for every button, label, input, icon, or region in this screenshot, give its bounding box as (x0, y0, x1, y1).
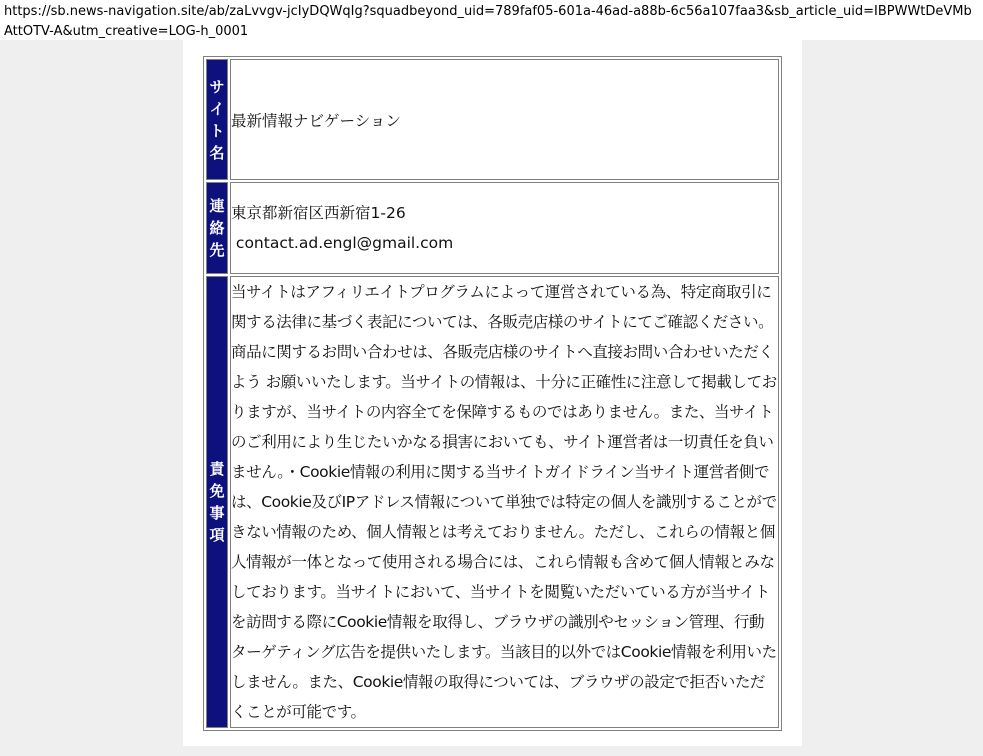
disclaimer-row (206, 276, 779, 728)
contact-header: 連 絡 先 (206, 182, 228, 274)
disclaimer-header: 責 免 事 項 (206, 276, 228, 728)
site-name-value: 最新情報ナビゲーション (230, 59, 779, 180)
contact-address: 東京都新宿区西新宿1-26 (231, 204, 406, 222)
contact-value (230, 182, 779, 274)
page-url: https://sb.news-navigation.site/ab/zaLvvgv-jcIyDQWqIg?squadbeyond_uid=789faf05-601a-46ad-a88b-6c56a107faa3&sb_article_uid=IBPWWtDeVMbAttOTV-A&utm_creative=LOG-h_0001 (4, 4, 972, 39)
content-panel (183, 40, 802, 746)
site-name-header: サ イ ト 名 (206, 59, 228, 180)
site-info-table (203, 56, 782, 731)
disclaimer-text: 当サイトはアフィリエイトプログラムによって運営されている為、特定商取引に関する法律に基づく表記については、各販売店様のサイトにてご確認ください。商品に関するお問い合わせは、各販売店様のサイトへ直接お問い合わせいただくよう お願いいたします。当サイトの情報は、十分に正確性に注意して掲載しておりますが、当サイトの内容全てを保障するものではありません。また、当サイトのご利用により生じたいかなる損害においても、サイト運営者は一切責任を負いません。・Cookie情報の利用に関する当サイトガイドライン当サイト運営者側では、Cookie及びIPアドレス情報について単独では特定の個人を識別することができない情報のため、個人情報とは考えておりません。ただし、これらの情報と個人情報が一体となって使用される場合には、これら情報も含めて個人情報とみなしております。当サイトにおいて、当サイトを閲覧いただいている方が当サイトを訪問する際にCookie情報を取得し、ブラウザの識別やセッション管理、行動ターゲティング広告を提供いたします。当該目的以外ではCookie情報を利用いたしません。また、Cookie情報の取得については、ブラウザの設定で拒否いただくことが可能です。 (231, 283, 777, 721)
contact-email: contact.ad.engl@gmail.com (231, 234, 454, 252)
site-name-row (206, 59, 779, 180)
contact-row (206, 182, 779, 274)
disclaimer-value (230, 276, 779, 728)
